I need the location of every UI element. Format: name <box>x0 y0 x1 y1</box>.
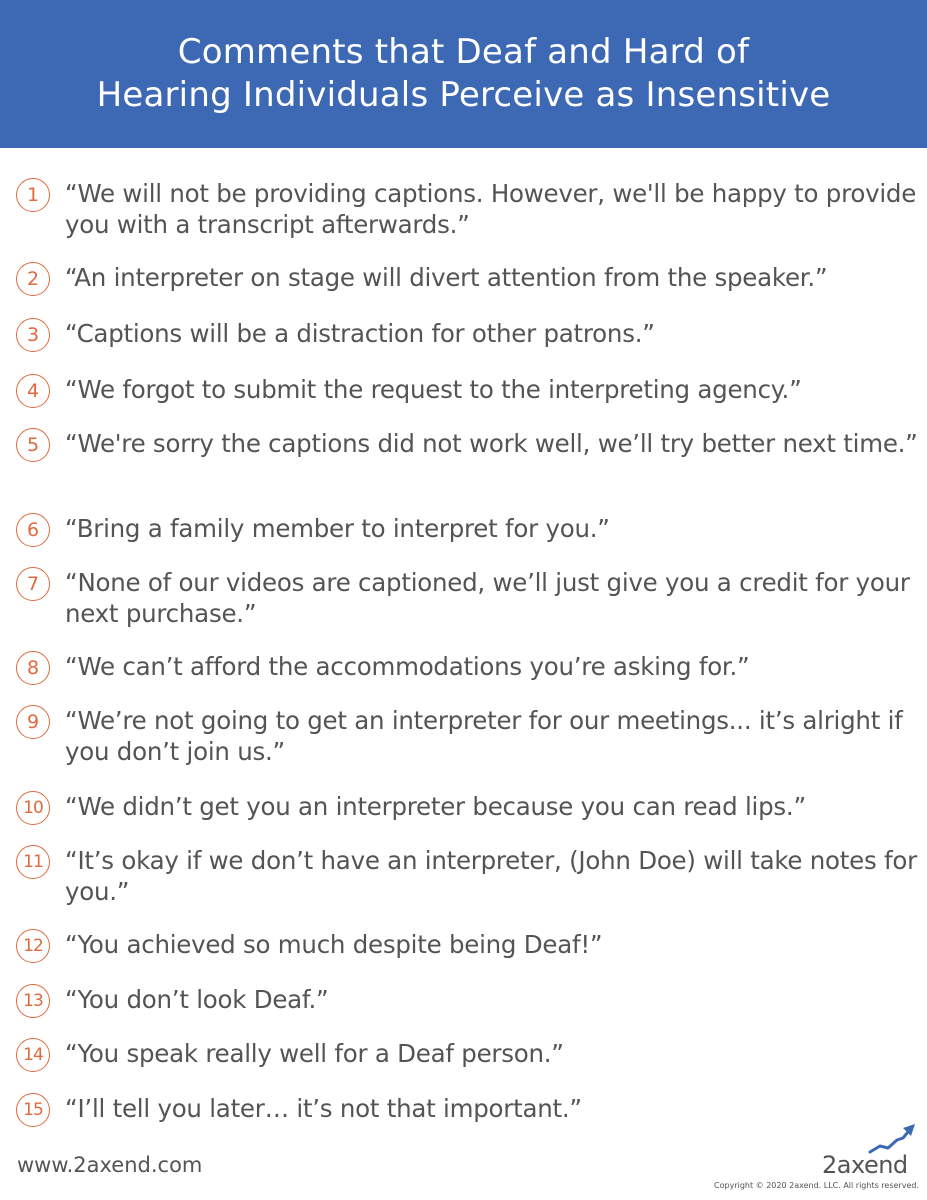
page-title <box>97 31 831 117</box>
brand-logo: 2axend <box>822 1151 908 1179</box>
item-number-badge: 2 <box>16 262 50 296</box>
item-number-badge: 15 <box>16 1093 50 1127</box>
item-number-badge: 8 <box>16 651 50 685</box>
list-item <box>16 1093 921 1127</box>
list-item <box>16 1038 921 1072</box>
item-text: “We forgot to submit the request to the interpreting agency.” <box>65 375 802 404</box>
list-item <box>16 374 921 408</box>
list-item <box>16 262 921 296</box>
item-text: “We're sorry the captions did not work well, we’ll try better next time.” <box>65 429 918 458</box>
item-number-badge: 3 <box>16 318 50 352</box>
item-text: “I’ll tell you later… it’s not that important.” <box>65 1094 582 1123</box>
list-item <box>16 651 921 685</box>
item-text: “An interpreter on stage will divert attention from the speaker.” <box>65 263 828 292</box>
item-number-badge: 7 <box>16 567 50 601</box>
item-text: “It’s okay if we don’t have an interpreter, (John Doe) will take notes for you.” <box>65 846 917 906</box>
item-number-badge: 6 <box>16 513 50 547</box>
item-number-badge: 10 <box>16 791 50 825</box>
item-text: “We can’t afford the accommodations you’re asking for.” <box>65 652 750 681</box>
item-text: “None of our videos are captioned, we’ll just give you a credit for your next purchase.” <box>65 568 910 628</box>
item-number-badge: 4 <box>16 374 50 408</box>
list-item <box>16 178 921 240</box>
item-number-badge: 9 <box>16 705 50 739</box>
item-text: “Captions will be a distraction for other patrons.” <box>65 319 655 348</box>
item-text: “You don’t look Deaf.” <box>65 985 329 1014</box>
list-item <box>16 929 921 963</box>
item-number-badge: 14 <box>16 1038 50 1072</box>
header-banner <box>0 0 927 148</box>
item-text: “We didn’t get you an interpreter because you can read lips.” <box>65 792 806 821</box>
list-item <box>16 984 921 1018</box>
item-text: “We’re not going to get an interpreter for our meetings... it’s alright if you don’t join us.” <box>65 706 903 766</box>
title-line-2: Hearing Individuals Perceive as Insensitive <box>96 75 831 115</box>
item-number-badge: 5 <box>16 428 50 462</box>
item-number-badge: 12 <box>16 929 50 963</box>
list-item <box>16 705 921 767</box>
item-text: “Bring a family member to interpret for you.” <box>65 514 610 543</box>
list-item <box>16 791 921 825</box>
list-item <box>16 845 921 907</box>
list-item <box>16 513 921 547</box>
website-url[interactable]: www.2axend.com <box>17 1153 203 1177</box>
item-text: “You speak really well for a Deaf person.” <box>65 1039 564 1068</box>
list-item <box>16 318 921 352</box>
item-number-badge: 1 <box>16 178 50 212</box>
copyright-notice: Copyright © 2020 2axend. LLC. All rights reserved. <box>714 1181 919 1190</box>
item-number-badge: 13 <box>16 984 50 1018</box>
item-text: “You achieved so much despite being Deaf!” <box>65 930 603 959</box>
list-item <box>16 567 921 629</box>
list-item <box>16 428 921 462</box>
title-line-1: Comments that Deaf and Hard of <box>177 32 750 72</box>
item-text: “We will not be providing captions. However, we'll be happy to provide you with a transcript afterwards.” <box>65 179 917 239</box>
item-number-badge: 11 <box>16 845 50 879</box>
